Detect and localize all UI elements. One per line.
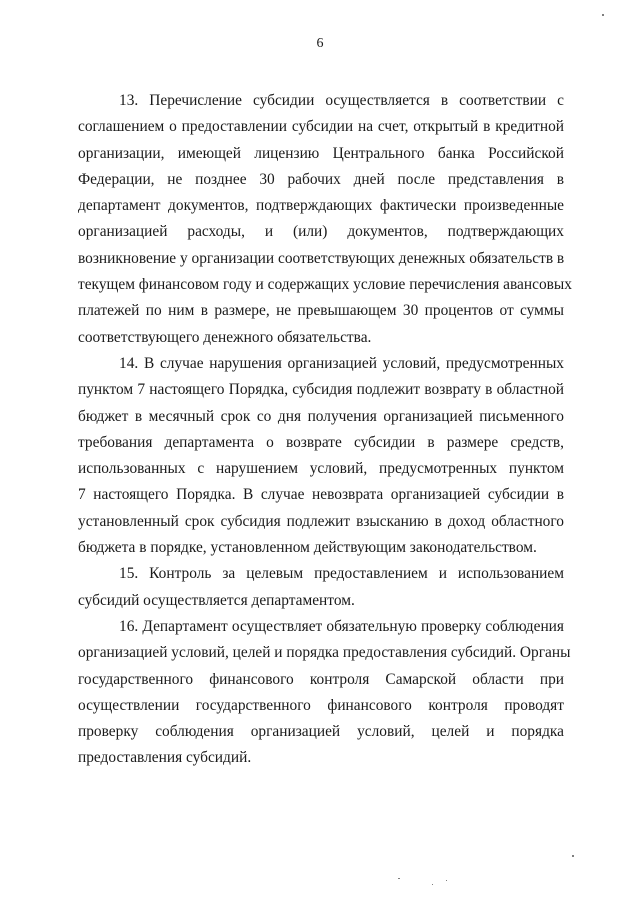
text-line: Федерации, не позднее 30 рабочих дней после представления в bbox=[78, 170, 564, 188]
paragraph-14 bbox=[78, 351, 564, 561]
text-line: установленный срок субсидия подлежит взысканию в доход областного bbox=[78, 512, 564, 530]
scan-speck bbox=[602, 14, 604, 16]
text-line: субсидий осуществляется департаментом. bbox=[78, 591, 355, 609]
scan-speck bbox=[432, 884, 433, 885]
text-line: осуществлении государственного финансового контроля проводят bbox=[78, 696, 564, 714]
text-line: соглашением о предоставлении субсидии на счет, открытый в кредитной bbox=[78, 118, 564, 136]
text-line: организацией расходы, и (или) документов, подтверждающих bbox=[78, 223, 564, 241]
text-line: предоставления субсидий. bbox=[78, 749, 252, 767]
text-line: бюджет в месячный срок со дня получения организацией письменного bbox=[78, 407, 564, 425]
page-number: 6 bbox=[316, 36, 324, 51]
text-line: департамент документов, подтверждающих фактически произведенные bbox=[78, 197, 564, 215]
text-line: платежей по ним в размере, не превышающем 30 процентов от суммы bbox=[78, 302, 564, 320]
text-line: бюджета в порядке, установленном действующим законодательством. bbox=[78, 539, 537, 557]
text-line: использованных с нарушением условий, предусмотренных пунктом bbox=[78, 460, 564, 478]
scan-speck bbox=[398, 878, 400, 879]
text-line: текущем финансовом году и содержащих условие перечисления авансовых bbox=[78, 276, 572, 294]
text-line: 13. Перечисление субсидии осуществляется в соответствии с bbox=[119, 92, 564, 109]
text-line: 7 настоящего Порядка. В случае невозврата организацией субсидии в bbox=[78, 486, 564, 504]
text-line: пунктом 7 настоящего Порядка, субсидия подлежит возврату в областной bbox=[78, 381, 564, 399]
scan-speck bbox=[572, 855, 574, 857]
paragraph-15 bbox=[78, 561, 564, 614]
text-line: организацией условий, целей и порядка предоставления субсидий. Органы bbox=[78, 644, 571, 662]
text-line: государственного финансового контроля Самарской области при bbox=[78, 670, 564, 688]
text-line: 16. Департамент осуществляет обязательную проверку соблюдения bbox=[119, 617, 564, 635]
paragraph-16 bbox=[78, 614, 571, 772]
text-line: возникновение у организации соответствующих денежных обязательств в bbox=[78, 249, 565, 267]
document-body bbox=[78, 88, 572, 772]
text-line: 15. Контроль за целевым предоставлением и использованием bbox=[119, 565, 564, 583]
text-line: требования департамента о возврате субсидии в размере средств, bbox=[78, 433, 564, 451]
text-line: 14. В случае нарушения организацией условий, предусмотренных bbox=[119, 354, 564, 372]
text-line: соответствующего денежного обязательства. bbox=[78, 328, 372, 346]
text-line: проверку соблюдения организацией условий, целей и порядка bbox=[78, 723, 564, 741]
paragraph-13 bbox=[78, 88, 572, 351]
scan-speck bbox=[446, 880, 447, 881]
text-line: организации, имеющей лицензию Центрального банка Российской bbox=[78, 144, 564, 162]
